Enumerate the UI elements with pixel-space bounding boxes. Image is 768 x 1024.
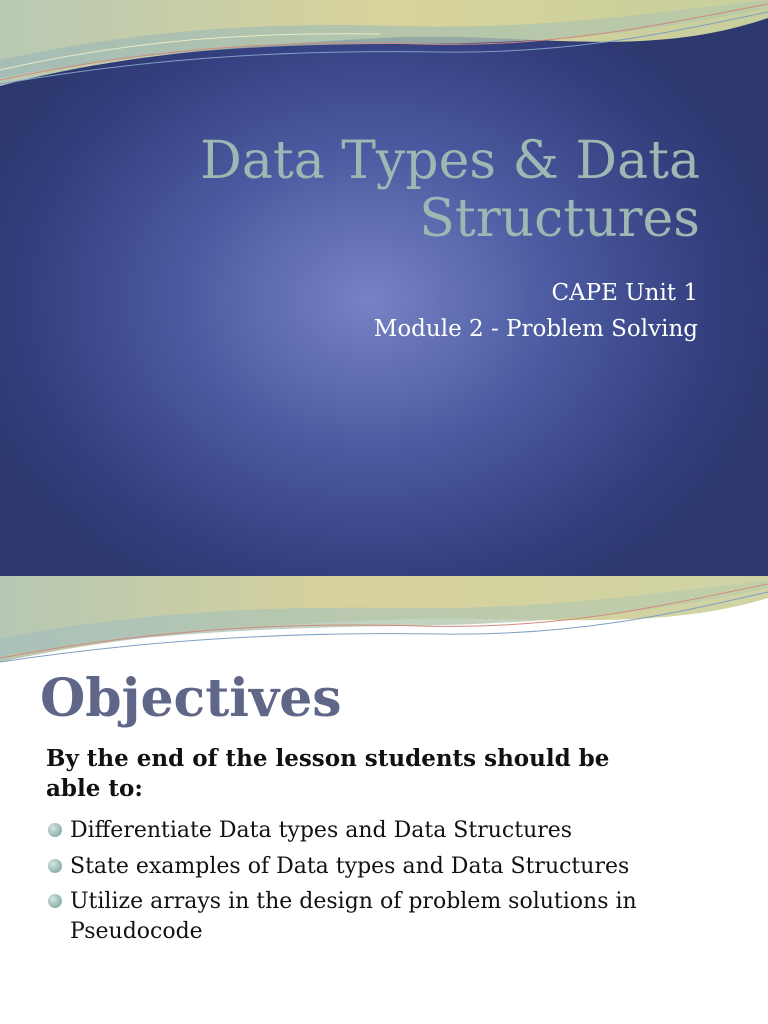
module-subtitle: Module 2 - Problem Solving (373, 316, 698, 342)
objective-item (46, 852, 736, 882)
intro-line-2: able to: (46, 774, 143, 802)
bullet-dot-icon (48, 823, 62, 837)
objective-item (46, 816, 736, 846)
objective-text-continued: Pseudocode (70, 919, 203, 945)
bullet-dot-icon (48, 859, 62, 873)
objective-text: State examples of Data types and Data Structures (70, 853, 630, 879)
decorative-wave-header (0, 0, 768, 110)
objective-item (46, 887, 736, 946)
decorative-wave-header (0, 576, 768, 676)
intro-line-1: By the end of the lesson students should be (46, 745, 610, 772)
objective-text: Utilize arrays in the design of problem solutions in (70, 889, 637, 915)
objective-text: Differentiate Data types and Data Structures (70, 818, 573, 843)
course-subtitle: CAPE Unit 1 (551, 280, 698, 306)
objectives-intro (46, 744, 726, 804)
slide-title (60, 132, 700, 248)
objectives-heading: Objectives (40, 668, 342, 729)
bullet-dot-icon (48, 894, 62, 908)
slide-title-line-1: Data Types & Data (200, 131, 700, 191)
slide-title-line-2: Structures (419, 189, 700, 250)
objectives-list (46, 816, 736, 953)
